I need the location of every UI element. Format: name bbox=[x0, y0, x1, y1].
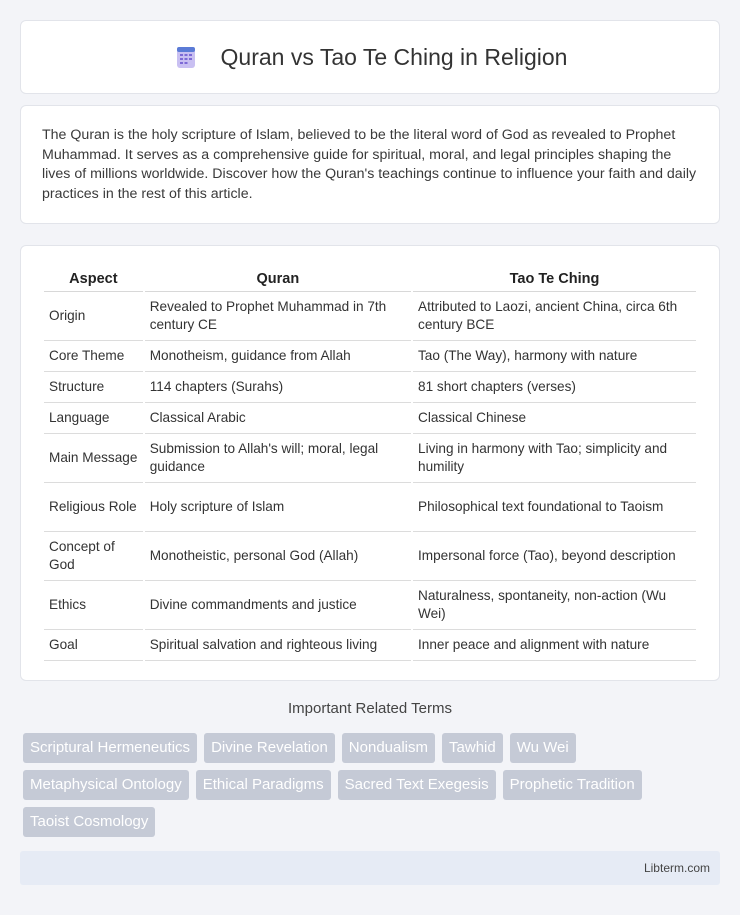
cell-aspect: Core Theme bbox=[44, 341, 143, 372]
tag-scriptural-hermeneutics[interactable]: Scriptural Hermeneutics bbox=[23, 733, 197, 763]
header-aspect: Aspect bbox=[44, 266, 143, 292]
footer bbox=[20, 851, 720, 885]
table-row bbox=[44, 483, 696, 532]
cell-tao: Inner peace and alignment with nature bbox=[413, 630, 696, 661]
page-title: Quran vs Tao Te Ching in Religion bbox=[220, 43, 568, 70]
cell-quran: Divine commandments and justice bbox=[145, 581, 411, 630]
cell-aspect: Religious Role bbox=[44, 483, 143, 532]
tag-metaphysical-ontology[interactable]: Metaphysical Ontology bbox=[23, 770, 189, 800]
table-row bbox=[44, 581, 696, 630]
document-icon bbox=[173, 44, 199, 70]
cell-tao: Living in harmony with Tao; simplicity and humility bbox=[413, 434, 696, 483]
cell-quran: 114 chapters (Surahs) bbox=[145, 372, 411, 403]
related-terms-list bbox=[23, 733, 713, 837]
table-row bbox=[44, 341, 696, 372]
cell-quran: Classical Arabic bbox=[145, 403, 411, 434]
cell-tao: Attributed to Laozi, ancient China, circa 6th century BCE bbox=[413, 292, 696, 341]
intro-card bbox=[20, 105, 720, 224]
cell-tao: Tao (The Way), harmony with nature bbox=[413, 341, 696, 372]
tag-ethical-paradigms[interactable]: Ethical Paradigms bbox=[196, 770, 331, 800]
cell-aspect: Structure bbox=[44, 372, 143, 403]
header-card bbox=[20, 20, 720, 94]
tag-taoist-cosmology[interactable]: Taoist Cosmology bbox=[23, 807, 155, 837]
cell-tao: Philosophical text foundational to Taoism bbox=[413, 483, 696, 532]
header-tao-te-ching: Tao Te Ching bbox=[413, 266, 696, 292]
table-row bbox=[44, 630, 696, 661]
cell-aspect: Goal bbox=[44, 630, 143, 661]
cell-quran: Spiritual salvation and righteous living bbox=[145, 630, 411, 661]
cell-tao: 81 short chapters (verses) bbox=[413, 372, 696, 403]
intro-paragraph: The Quran is the holy scripture of Islam, believed to be the literal word of God as revealed to Prophet Muhammad. It serves as a comprehensive guide for spiritual, moral, and legal principles shaping the lives of millions worldwide. Discover how the Quran's teachings continue to influence your faith and daily practices in the rest of this article. bbox=[42, 127, 697, 202]
tag-sacred-text-exegesis[interactable]: Sacred Text Exegesis bbox=[338, 770, 496, 800]
tag-nondualism[interactable]: Nondualism bbox=[342, 733, 435, 763]
related-terms-title: Important Related Terms bbox=[288, 700, 452, 717]
cell-aspect: Language bbox=[44, 403, 143, 434]
header-quran: Quran bbox=[145, 266, 411, 292]
tag-divine-revelation[interactable]: Divine Revelation bbox=[204, 733, 335, 763]
cell-quran: Holy scripture of Islam bbox=[145, 483, 411, 532]
cell-aspect: Concept of God bbox=[44, 532, 143, 581]
cell-quran: Monotheism, guidance from Allah bbox=[145, 341, 411, 372]
cell-tao: Naturalness, spontaneity, non-action (Wu Wei) bbox=[413, 581, 696, 630]
table-row bbox=[44, 532, 696, 581]
table-row bbox=[44, 372, 696, 403]
cell-tao: Classical Chinese bbox=[413, 403, 696, 434]
cell-quran: Monotheistic, personal God (Allah) bbox=[145, 532, 411, 581]
tag-wu-wei[interactable]: Wu Wei bbox=[510, 733, 576, 763]
cell-quran: Revealed to Prophet Muhammad in 7th century CE bbox=[145, 292, 411, 341]
cell-aspect: Main Message bbox=[44, 434, 143, 483]
table-header-row bbox=[44, 266, 696, 292]
title-wrap bbox=[173, 44, 568, 71]
cell-aspect: Ethics bbox=[44, 581, 143, 630]
table-row bbox=[44, 434, 696, 483]
cell-aspect: Origin bbox=[44, 292, 143, 341]
tag-prophetic-tradition[interactable]: Prophetic Tradition bbox=[503, 770, 642, 800]
tag-tawhid[interactable]: Tawhid bbox=[442, 733, 503, 763]
comparison-table bbox=[42, 266, 698, 661]
footer-site-link[interactable]: Libterm.com bbox=[643, 861, 710, 875]
table-row bbox=[44, 292, 696, 341]
table-row bbox=[44, 403, 696, 434]
comparison-card bbox=[20, 245, 720, 681]
cell-tao: Impersonal force (Tao), beyond description bbox=[413, 532, 696, 581]
cell-quran: Submission to Allah's will; moral, legal guidance bbox=[145, 434, 411, 483]
